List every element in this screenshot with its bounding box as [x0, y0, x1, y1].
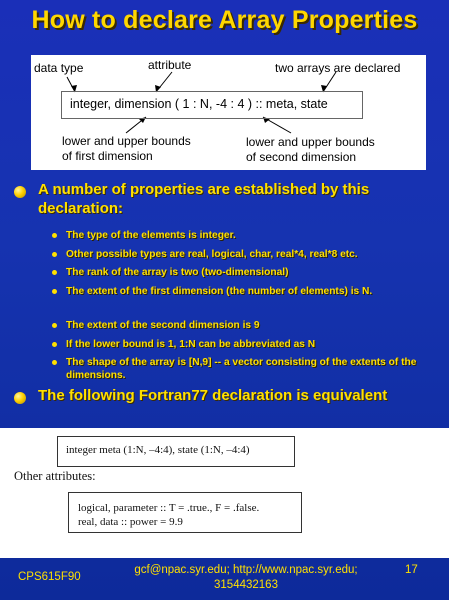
- sub-bullet-extent-first: The extent of the first dimension (the number of elements) is N.: [66, 286, 373, 297]
- sub-bullet-icon: [52, 360, 57, 365]
- sub-bullet-icon: [52, 342, 57, 347]
- footer-contact-line2: 3154432163: [214, 579, 278, 591]
- attribute-line-2: real, data :: power = 9.9: [78, 516, 183, 528]
- label-second-bounds: [246, 135, 375, 165]
- sub-bullet-rank: The rank of the array is two (two-dimensional): [66, 267, 289, 278]
- footer-page-number: 17: [405, 564, 418, 576]
- sub-bullet-icon: [52, 252, 57, 257]
- declaration-text: integer, dimension ( 1 : N, -4 : 4 ) :: meta, state: [70, 97, 328, 111]
- footer-contact-line1: gcf@npac.syr.edu; http://www.npac.syr.edu;: [134, 564, 358, 576]
- other-attributes-heading: Other attributes:: [14, 469, 96, 483]
- footer-course: CPS615F90: [18, 571, 81, 583]
- sub-bullet-extent-second: The extent of the second dimension is 9: [66, 320, 260, 331]
- bullet-fortran77: The following Fortran77 declaration is equivalent: [38, 387, 388, 404]
- fortran77-excerpt: [0, 428, 449, 558]
- label-first-bounds-line2: of first dimension: [62, 149, 153, 163]
- label-first-bounds: [62, 134, 191, 164]
- label-data-type: data type: [34, 61, 84, 75]
- bullet-icon: [14, 392, 26, 404]
- sub-bullet-shape: The shape of the array is [N,9] -- a vector consisting of the extents of the dimensions.: [66, 357, 417, 381]
- sub-bullet-icon: [52, 270, 57, 275]
- sub-bullet-icon: [52, 289, 57, 294]
- label-first-bounds-line1: lower and upper bounds: [62, 134, 191, 148]
- sub-bullet-lower-bound: If the lower bound is 1, 1:N can be abbreviated as N: [66, 339, 316, 350]
- sub-bullet-type: The type of the elements is integer.: [66, 230, 236, 241]
- bullet-properties: A number of properties are established by this declaration:: [38, 181, 370, 217]
- sub-bullet-other-types: Other possible types are real, logical, char, real*4, real*8 etc.: [66, 249, 358, 260]
- declaration-diagram: [31, 55, 426, 170]
- label-second-bounds-line2: of second dimension: [246, 150, 357, 164]
- sub-bullet-icon: [52, 323, 57, 328]
- bullet-icon: [14, 186, 26, 198]
- footer-contact: [96, 563, 396, 593]
- f77-declaration: integer meta (1:N, –4:4), state (1:N, –4:4): [66, 444, 250, 456]
- attribute-line-1: logical, parameter :: T = .true., F = .false.: [78, 502, 260, 514]
- sub-bullet-icon: [52, 233, 57, 238]
- label-attribute: attribute: [148, 58, 192, 72]
- label-two-arrays: two arrays are declared: [275, 61, 401, 75]
- slide-title: How to declare Array Properties: [31, 6, 418, 34]
- label-second-bounds-line1: lower and upper bounds: [246, 135, 375, 149]
